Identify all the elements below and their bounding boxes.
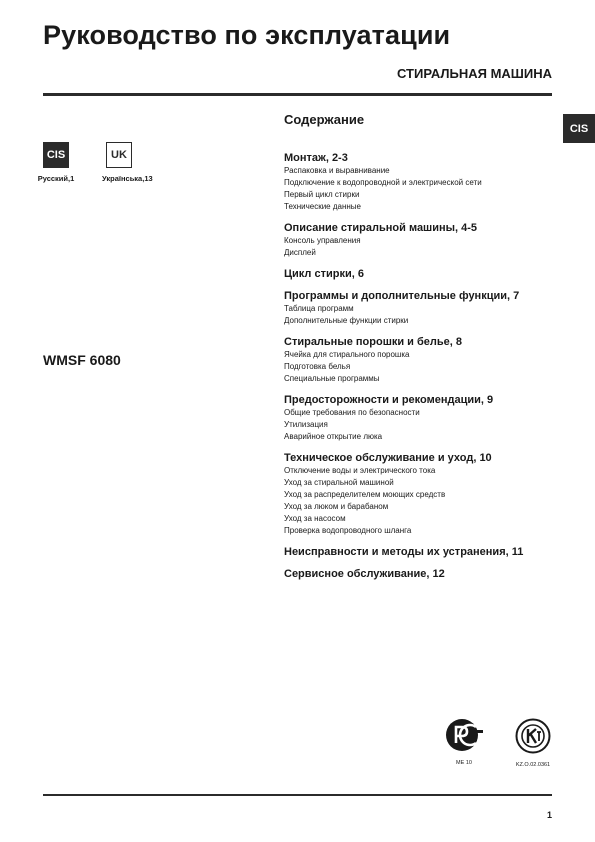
toc-section-title: Стиральные порошки и белье, 8 (284, 336, 463, 348)
toc-item: Утилизация (284, 420, 328, 429)
toc-item: Подготовка белья (284, 362, 351, 371)
toc-section (284, 393, 559, 443)
page-title: Руководство по эксплуатации (43, 20, 451, 50)
toc-section (284, 567, 559, 581)
certification-code: МЕ 10 (456, 760, 472, 766)
pct-certification (441, 718, 487, 766)
language-cis (37, 142, 75, 183)
toc-section-title: Техническое обслуживание и уход, 10 (284, 452, 492, 464)
certification-code: KZ.O.02.0361 (515, 762, 551, 768)
toc-item: Отключение воды и электрического тока (284, 466, 436, 475)
language-code-badge: UK (106, 142, 132, 168)
toc-item: Распаковка и выравнивание (284, 166, 390, 175)
toc-item: Аварийное открытие люка (284, 432, 383, 441)
page-number: 1 (546, 810, 552, 820)
toc-item: Консоль управления (284, 236, 361, 245)
toc-item: Дисплей (284, 248, 316, 257)
toc-section-title: Описание стиральной машины, 4-5 (284, 222, 478, 234)
language-code-badge: CIS (43, 142, 69, 168)
toc-item: Подключение к водопроводной и электрической сети (284, 178, 482, 187)
toc-section (284, 451, 559, 537)
kz-certification (508, 718, 558, 768)
toc-item: Уход за насосом (284, 514, 346, 523)
toc-section-title: Неисправности и методы их устранения, 11 (284, 546, 524, 558)
language-side-tab: CIS (563, 114, 595, 143)
toc-item: Таблица программ (284, 304, 354, 313)
toc-section-title: Монтаж, 2-3 (284, 152, 348, 164)
toc-item: Уход за распределителем моющих средств (284, 490, 446, 499)
document-subtitle: СТИРАЛЬНАЯ МАШИНА (396, 66, 552, 81)
toc-item: Дополнительные функции стирки (284, 316, 409, 325)
footer-divider (43, 794, 552, 796)
toc-section-title: Цикл стирки, 6 (284, 268, 364, 280)
toc-section (284, 267, 559, 281)
toc-item: Первый цикл стирки (284, 190, 360, 199)
toc-section (284, 221, 559, 259)
toc-item: Уход за стиральной машиной (284, 478, 394, 487)
toc-item: Технические данные (284, 202, 362, 211)
toc-item: Проверка водопроводного шланга (284, 526, 412, 535)
toc-heading: Содержание (284, 112, 365, 127)
toc-section-title: Программы и дополнительные функции, 7 (284, 290, 520, 302)
toc-section-title: Сервисное обслуживание, 12 (284, 568, 445, 580)
language-caption: Українська,13 (102, 174, 153, 183)
toc-section (284, 289, 559, 327)
pct-certification-icon (445, 718, 483, 752)
toc-item: Общие требования по безопасности (284, 408, 420, 417)
toc-section (284, 545, 559, 559)
toc-item: Ячейка для стирального порошка (284, 350, 410, 359)
kz-certification-icon (515, 718, 551, 754)
toc-section (284, 151, 559, 213)
toc-item: Специальные программы (284, 374, 380, 383)
header-divider (43, 93, 552, 96)
toc-sections (284, 151, 559, 581)
toc-section (284, 335, 559, 385)
table-of-contents (284, 112, 559, 589)
toc-section-title: Предосторожности и рекомендации, 9 (284, 394, 494, 406)
model-name: WMSF 6080 (43, 352, 121, 368)
toc-item: Уход за люком и барабаном (284, 502, 389, 511)
language-uk (102, 142, 153, 183)
language-caption: Русский,1 (37, 174, 75, 183)
